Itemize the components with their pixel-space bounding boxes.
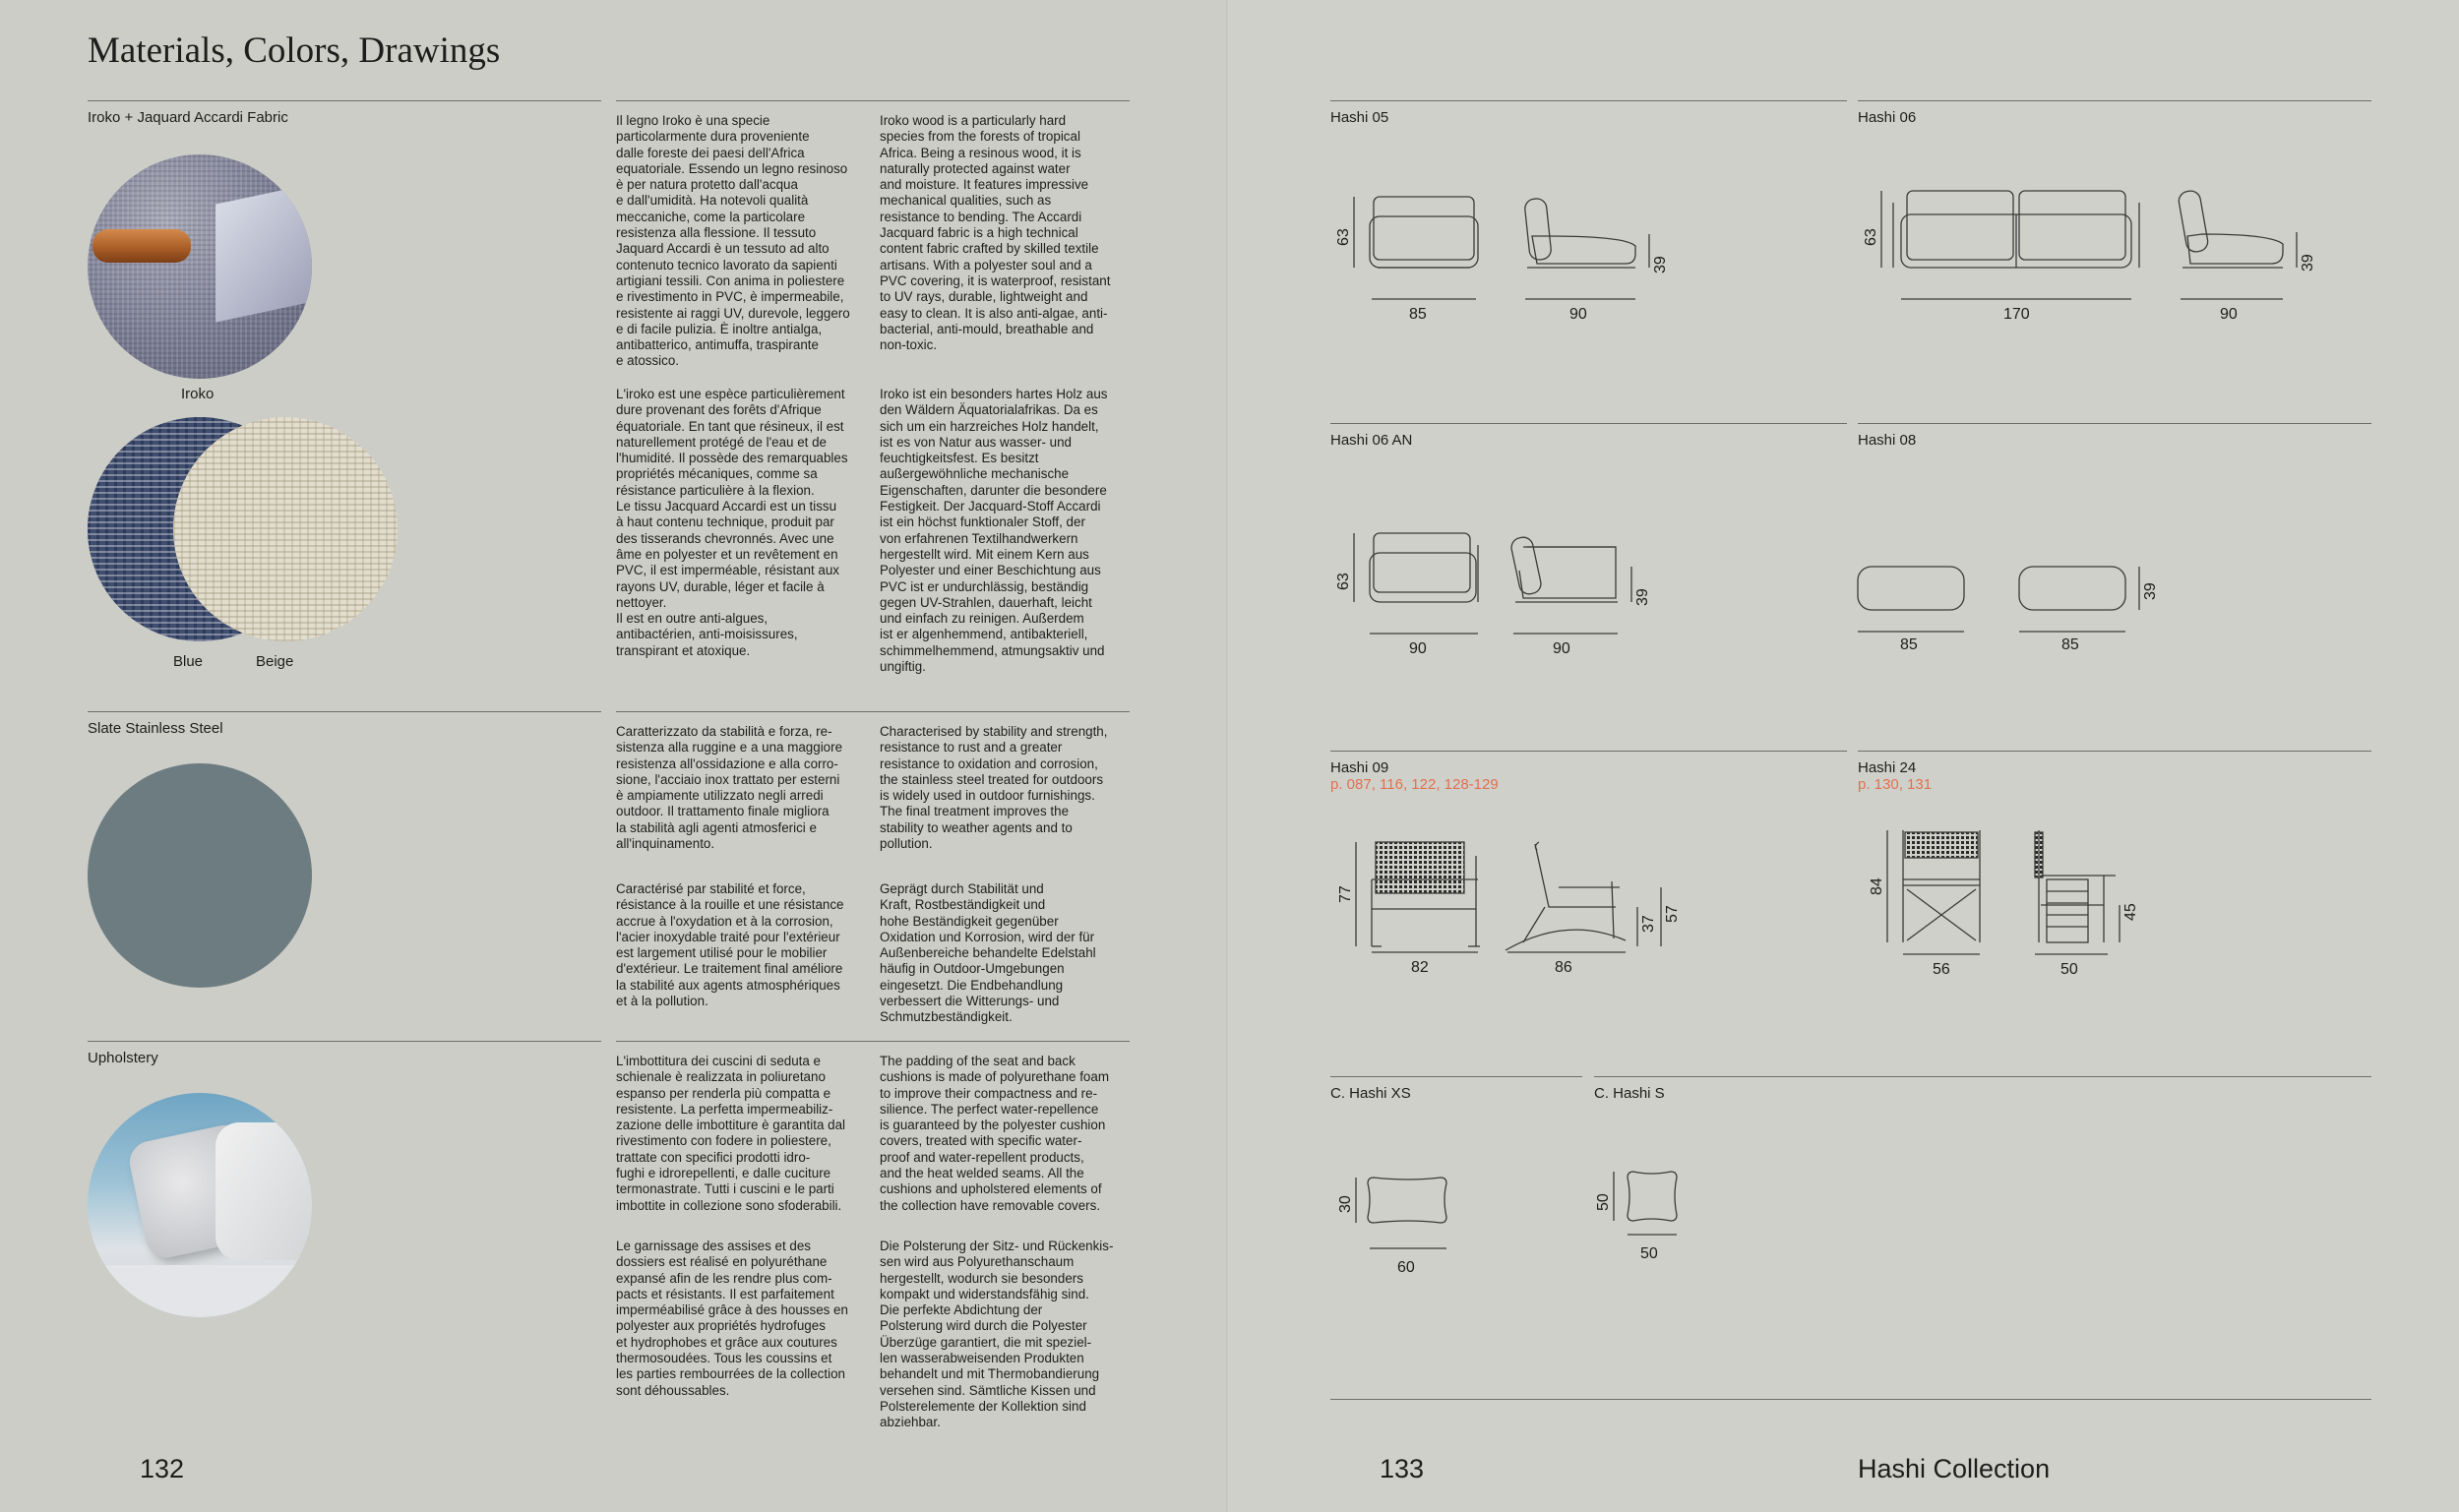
dim-width: 90: [1409, 640, 1427, 657]
iroko-swatch: [88, 154, 312, 379]
page-ref-hashi-09: p. 087, 116, 122, 128-129: [1330, 776, 1499, 793]
dim-height: 63: [1335, 573, 1352, 590]
dim-height: 77: [1337, 885, 1354, 903]
dim-depth: 90: [1553, 640, 1570, 657]
text-en: Characterised by stability and strength, resistance to rust and a greater resistance to oxidation and corrosion, the stainless steel treated for outdoors is widely used in outdoor furnishings. The final treatment improves the stability to weather agents and to pollution.: [880, 724, 1108, 852]
text-en: Iroko wood is a particularly hard species from the forests of tropical Africa. Being a resinous wood, it is naturally protected against water and moisture. It features impressive mechanical qualities, such as resistance to bending. The Accardi Jacquard fabric is a high technical content fabric crafted by skilled textile artisans. With a polyester soul and a PVC covering, it is waterproof, resistant to UV rays, durable, lightweight and easy to clean. It is also anti-algae, anti- bacterial, anti-mould, breathable and non-toxic.: [880, 113, 1111, 353]
beige-fabric-swatch: [173, 417, 398, 641]
dim-seat-height: 39: [2300, 254, 2316, 272]
dim-seat-height: 39: [1652, 256, 1669, 273]
drawing-hashi-05: [1330, 177, 1842, 334]
page-number: 132: [140, 1454, 185, 1483]
dim-depth: 50: [2060, 961, 2078, 978]
section-label-steel: Slate Stainless Steel: [88, 720, 223, 737]
drawing-c-hashi-xs: [1330, 1166, 1576, 1284]
drawing-hashi-06-an: [1330, 512, 1842, 659]
section-divider: [616, 100, 1130, 101]
dim-width: 85: [1409, 306, 1427, 323]
slate-steel-swatch: [88, 763, 312, 988]
dim-width: 50: [1640, 1245, 1658, 1262]
caption-blue: Blue: [173, 653, 204, 670]
dim-seat-height: 45: [2122, 903, 2139, 921]
dim-arm-height: 57: [1664, 905, 1681, 923]
section-divider: [616, 711, 1130, 712]
dim-height: 30: [1337, 1195, 1354, 1213]
product-name-hashi-09: Hashi 09: [1330, 759, 1389, 776]
product-name-hashi-06: Hashi 06: [1858, 109, 1917, 126]
dim-width: 170: [2003, 306, 2030, 323]
text-it: Il legno Iroko è una specie particolarmente dura proveniente dalle foreste dei paesi dell'Africa equatoriale. Essendo un legno resinoso è per natura protetto dall'acqua e dall'umidità. Ha notevoli qualità meccaniche, come la particolare resistenza alla flessione. Il tessuto Jaquard Accardi è un tessuto ad alto contenuto tecnico lavorato da sapienti artigiani tessili. Con anima in poliestere e rivestimento in PVC, è impermeabile, resistente ai raggi UV, durevole, leggero e di facile pulizia. È inoltre antialga, antibatterico, antimuffa, traspirante e atossico.: [616, 113, 850, 369]
dim-seat-height: 39: [1634, 588, 1651, 606]
drawing-hashi-09: [1330, 836, 1842, 984]
section-divider: [88, 1041, 601, 1042]
dim-depth: 90: [2220, 306, 2238, 323]
section-divider: [88, 711, 601, 712]
page-title: Materials, Colors, Drawings: [88, 30, 501, 71]
product-name-hashi-24: Hashi 24: [1858, 759, 1917, 776]
text-de: Geprägt durch Stabilität und Kraft, Rostbeständigkeit und hohe Beständigkeit gegenüber Oxidation und Korrosion, wird der für Außenbereiche behandelte Edelstahl häufig in Outdoor-Umgebungen eingesetzt. Die Endbehandlung verbessert die Witterungs- und Schmutzbeständigkeit.: [880, 881, 1096, 1025]
product-divider: [1858, 423, 2371, 424]
text-fr: L'iroko est une espèce particulièrement dure provenant des forêts d'Afrique équatoriale. En tant que résineux, il est naturellement protégé de l'eau et de l'humidité. Il possède des remarquables propriétés mécaniques, comme sa résistance particulière à la flexion. Le tissu Jacquard Accardi est un tissu à haut contenu technique, produit par des tisserands chevronnés. Avec une âme en polyester et un revêtement en PVC, il est imperméable, résistant aux rayons UV, durable, léger et facile à nettoyer. Il est en outre anti-algues, antibactérien, anti-moisissures, transpirant et atoxique.: [616, 387, 848, 658]
product-divider: [1330, 1076, 1582, 1077]
product-name-hashi-05: Hashi 05: [1330, 109, 1389, 126]
section-divider: [616, 1041, 1130, 1042]
section-label-iroko: Iroko + Jaquard Accardi Fabric: [88, 109, 288, 126]
page-number: 133: [1380, 1454, 1425, 1483]
dim-width: 85: [1900, 636, 1918, 653]
dim-depth: 90: [1569, 306, 1587, 323]
left-page: [0, 0, 1228, 1512]
product-name-hashi-08: Hashi 08: [1858, 432, 1917, 449]
dim-height: 39: [2142, 582, 2159, 600]
drawing-c-hashi-s: [1594, 1166, 1840, 1284]
section-label-upholstery: Upholstery: [88, 1050, 158, 1066]
dim-seat-height: 37: [1640, 915, 1657, 933]
caption-beige: Beige: [256, 653, 294, 670]
collection-name: Hashi Collection: [1858, 1454, 2051, 1483]
text-en: The padding of the seat and back cushions is made of polyurethane foam to improve their compactness and re- silience. The perfect water-repellence is guaranteed by the polyester cushion covers, treated with specific water- proof and water-repellent products, and the heat welded seams. All the cushions and upholstered elements of the collection have removable covers.: [880, 1054, 1109, 1213]
product-name-c-hashi-s: C. Hashi S: [1594, 1085, 1665, 1102]
text-it: L'imbottitura dei cuscini di seduta e schienale è realizzata in poliuretano espanso per renderla più compatta e resistente. La perfetta impermeabiliz- zazione delle imbottiture è garantita dal rivestimento con fodere in poliestere, trattate con specifici prodotti idro- fughi e idrorepellenti, e dalle cuciture termonastrate. Tutti i cuscini e le parti imbottite in collezione sono sfoderabili.: [616, 1054, 845, 1213]
dim-height: 50: [1595, 1193, 1612, 1211]
upholstery-swatch: [88, 1093, 312, 1317]
text-it: Caratterizzato da stabilità e forza, re- sistenza alla ruggine e a una maggiore resistenza all'ossidazione e alla corro- sione, l'acciaio inox trattato per esterni è ampiamente utilizzato negli arredi outdoor. Il trattamento finale migliora la stabilità agli agenti atmosferici e all'inquinamento.: [616, 724, 843, 852]
dim-height: 63: [1863, 228, 1879, 246]
product-divider: [1330, 100, 1847, 101]
dim-depth: 86: [1555, 959, 1572, 976]
drawing-hashi-24: [1858, 826, 2369, 984]
dim-width: 56: [1933, 961, 1950, 978]
dim-depth: 85: [2061, 636, 2079, 653]
drawing-hashi-08: [1858, 551, 2369, 659]
dim-height: 84: [1869, 877, 1885, 895]
dim-width: 82: [1411, 959, 1429, 976]
section-divider: [88, 100, 601, 101]
caption-iroko: Iroko: [181, 386, 215, 402]
dim-width: 60: [1397, 1259, 1415, 1276]
page-ref-hashi-24: p. 130, 131: [1858, 776, 1933, 793]
text-fr: Le garnissage des assises et des dossiers est réalisé en polyuréthane expansé afin de les rendre plus com- pacts et résistants. Il est parfaitement imperméabilisé grâce à des housses en polyester aux propriétés hydrofuges et hydrophobes et grâce aux coutures thermosoudées. Tous les coussins et les parties rembourrées de la collection sont déhoussables.: [616, 1239, 848, 1398]
product-name-hashi-06-an: Hashi 06 AN: [1330, 432, 1413, 449]
dim-height: 63: [1335, 228, 1352, 246]
right-page: [1228, 0, 2459, 1512]
drawing-hashi-06: [1858, 177, 2369, 334]
product-name-c-hashi-xs: C. Hashi XS: [1330, 1085, 1411, 1102]
product-divider: [1858, 100, 2371, 101]
text-de: Die Polsterung der Sitz- und Rückenkis- sen wird aus Polyurethanschaum hergestellt, wodurch sie besonders kompakt und widerstandsfähig sind. Die perfekte Abdichtung der Polsterung wird durch die Polyester Überzüge garantiert, die mit speziel- len wasserabweisenden Produkten behandelt und mit Thermobandierung versehen sind. Sämtliche Kissen und Polsterelemente der Kollektion sind abziehbar.: [880, 1239, 1114, 1430]
text-de: Iroko ist ein besonders hartes Holz aus den Wäldern Äquatorialafrikas. Da es sich um ein harzreiches Holz handelt, ist es von Natur aus wasser- und feuchtigkeitsfest. Es besitzt außergewöhnliche mechanische Eigenschaften, darunter die besondere Festigkeit. Der Jacquard-Stoff Accardi ist ein höchst funktionaler Stoff, der von erfahrenen Textilhandwerkern hergestellt wird. Mit einem Kern aus Polyester und einer Beschichtung aus PVC ist er undurchlässig, beständig gegen UV-Strahlen, dauerhaft, leicht und einfach zu reinigen. Außerdem ist er algenhemmend, antibakteriell, schimmelhemmend, atmungsaktiv und ungiftig.: [880, 387, 1108, 675]
product-divider: [1330, 751, 1847, 752]
product-divider: [1858, 751, 2371, 752]
footer-divider: [1330, 1399, 2371, 1400]
product-divider: [1594, 1076, 2371, 1077]
product-divider: [1330, 423, 1847, 424]
text-fr: Caractérisé par stabilité et force, résistance à la rouille et une résistance accrue à l'oxydation et à la corrosion, l'acier inoxydable traité pour l'extérieur est largement utilisé pour le mobilier d'extérieur. Le traitement final améliore la stabilité aux agents atmosphériques et à la pollution.: [616, 881, 844, 1009]
